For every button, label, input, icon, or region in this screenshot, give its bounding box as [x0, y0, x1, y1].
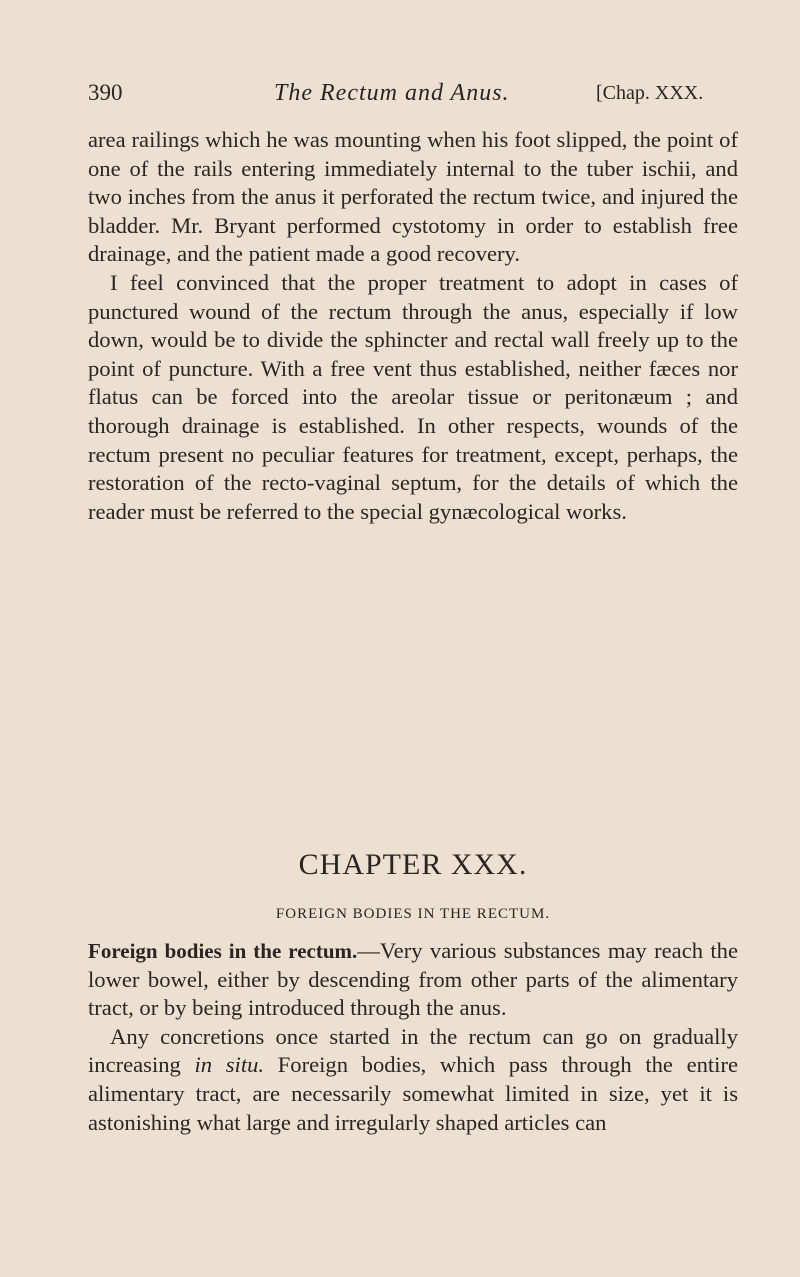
chapter-subtitle: FOREIGN BODIES IN THE RECTUM.: [275, 906, 551, 922]
paragraph-concretions: [88, 1023, 738, 1137]
paragraph-concretions-end: Foreign bodies, which pass through the entire alimentary tract, are necessarily somewhat limited in size, yet it is astonishing what large and irregularly shaped articles can: [88, 1052, 739, 1135]
italic-in-situ: in situ.: [194, 1052, 265, 1078]
paragraph-foreign-bodies: [88, 937, 738, 1023]
paragraph-continued: area railings which he was mounting when his foot slipped, the point of one of the rails entering immediately internal to the tuber ischii, and two inches from the anus it perforated the rectum twice, and injured the bladder. Mr. Bryant performed cystotomy in order to establish free drainage, and the patient made a good recovery.: [88, 127, 738, 267]
paragraph-treatment: I feel convinced that the proper treatment to adopt in cases of punctured wound of the rectum through the anus, especially if low down, would be to divide the sphincter and rectal wall freely up to the point of puncture. With a free vent thus established, neither fæces nor flatus can be forced into the areolar tissue or peritonæum ; and thorough drainage is established. In other respects, wounds of the rectum present no peculiar features for treatment, except, perhaps, the restoration of the recto-vaginal septum, for the details of which the reader must be referred to the special gynæcological works.: [88, 269, 738, 524]
paragraph-foreign-bodies-text: —Very various substances may reach the lower bowel, either by descending from other parts of the alimentary tract, or by being introduced through the anus.: [88, 938, 739, 1021]
chapter-heading: CHAPTER XXX.: [298, 848, 528, 881]
chapter-reference: [Chap. XXX.: [596, 82, 704, 104]
page-header: [88, 80, 748, 114]
paragraph-concretions-start: Any concretions once started in the rectum can go on gradually increasing: [88, 1023, 738, 1078]
page-number: 390: [88, 80, 123, 105]
body-text: [88, 126, 738, 526]
section-text: [88, 937, 738, 1137]
running-title: The Rectum and Anus.: [274, 80, 510, 106]
run-in-heading: Foreign bodies in the rectum.: [88, 939, 358, 963]
